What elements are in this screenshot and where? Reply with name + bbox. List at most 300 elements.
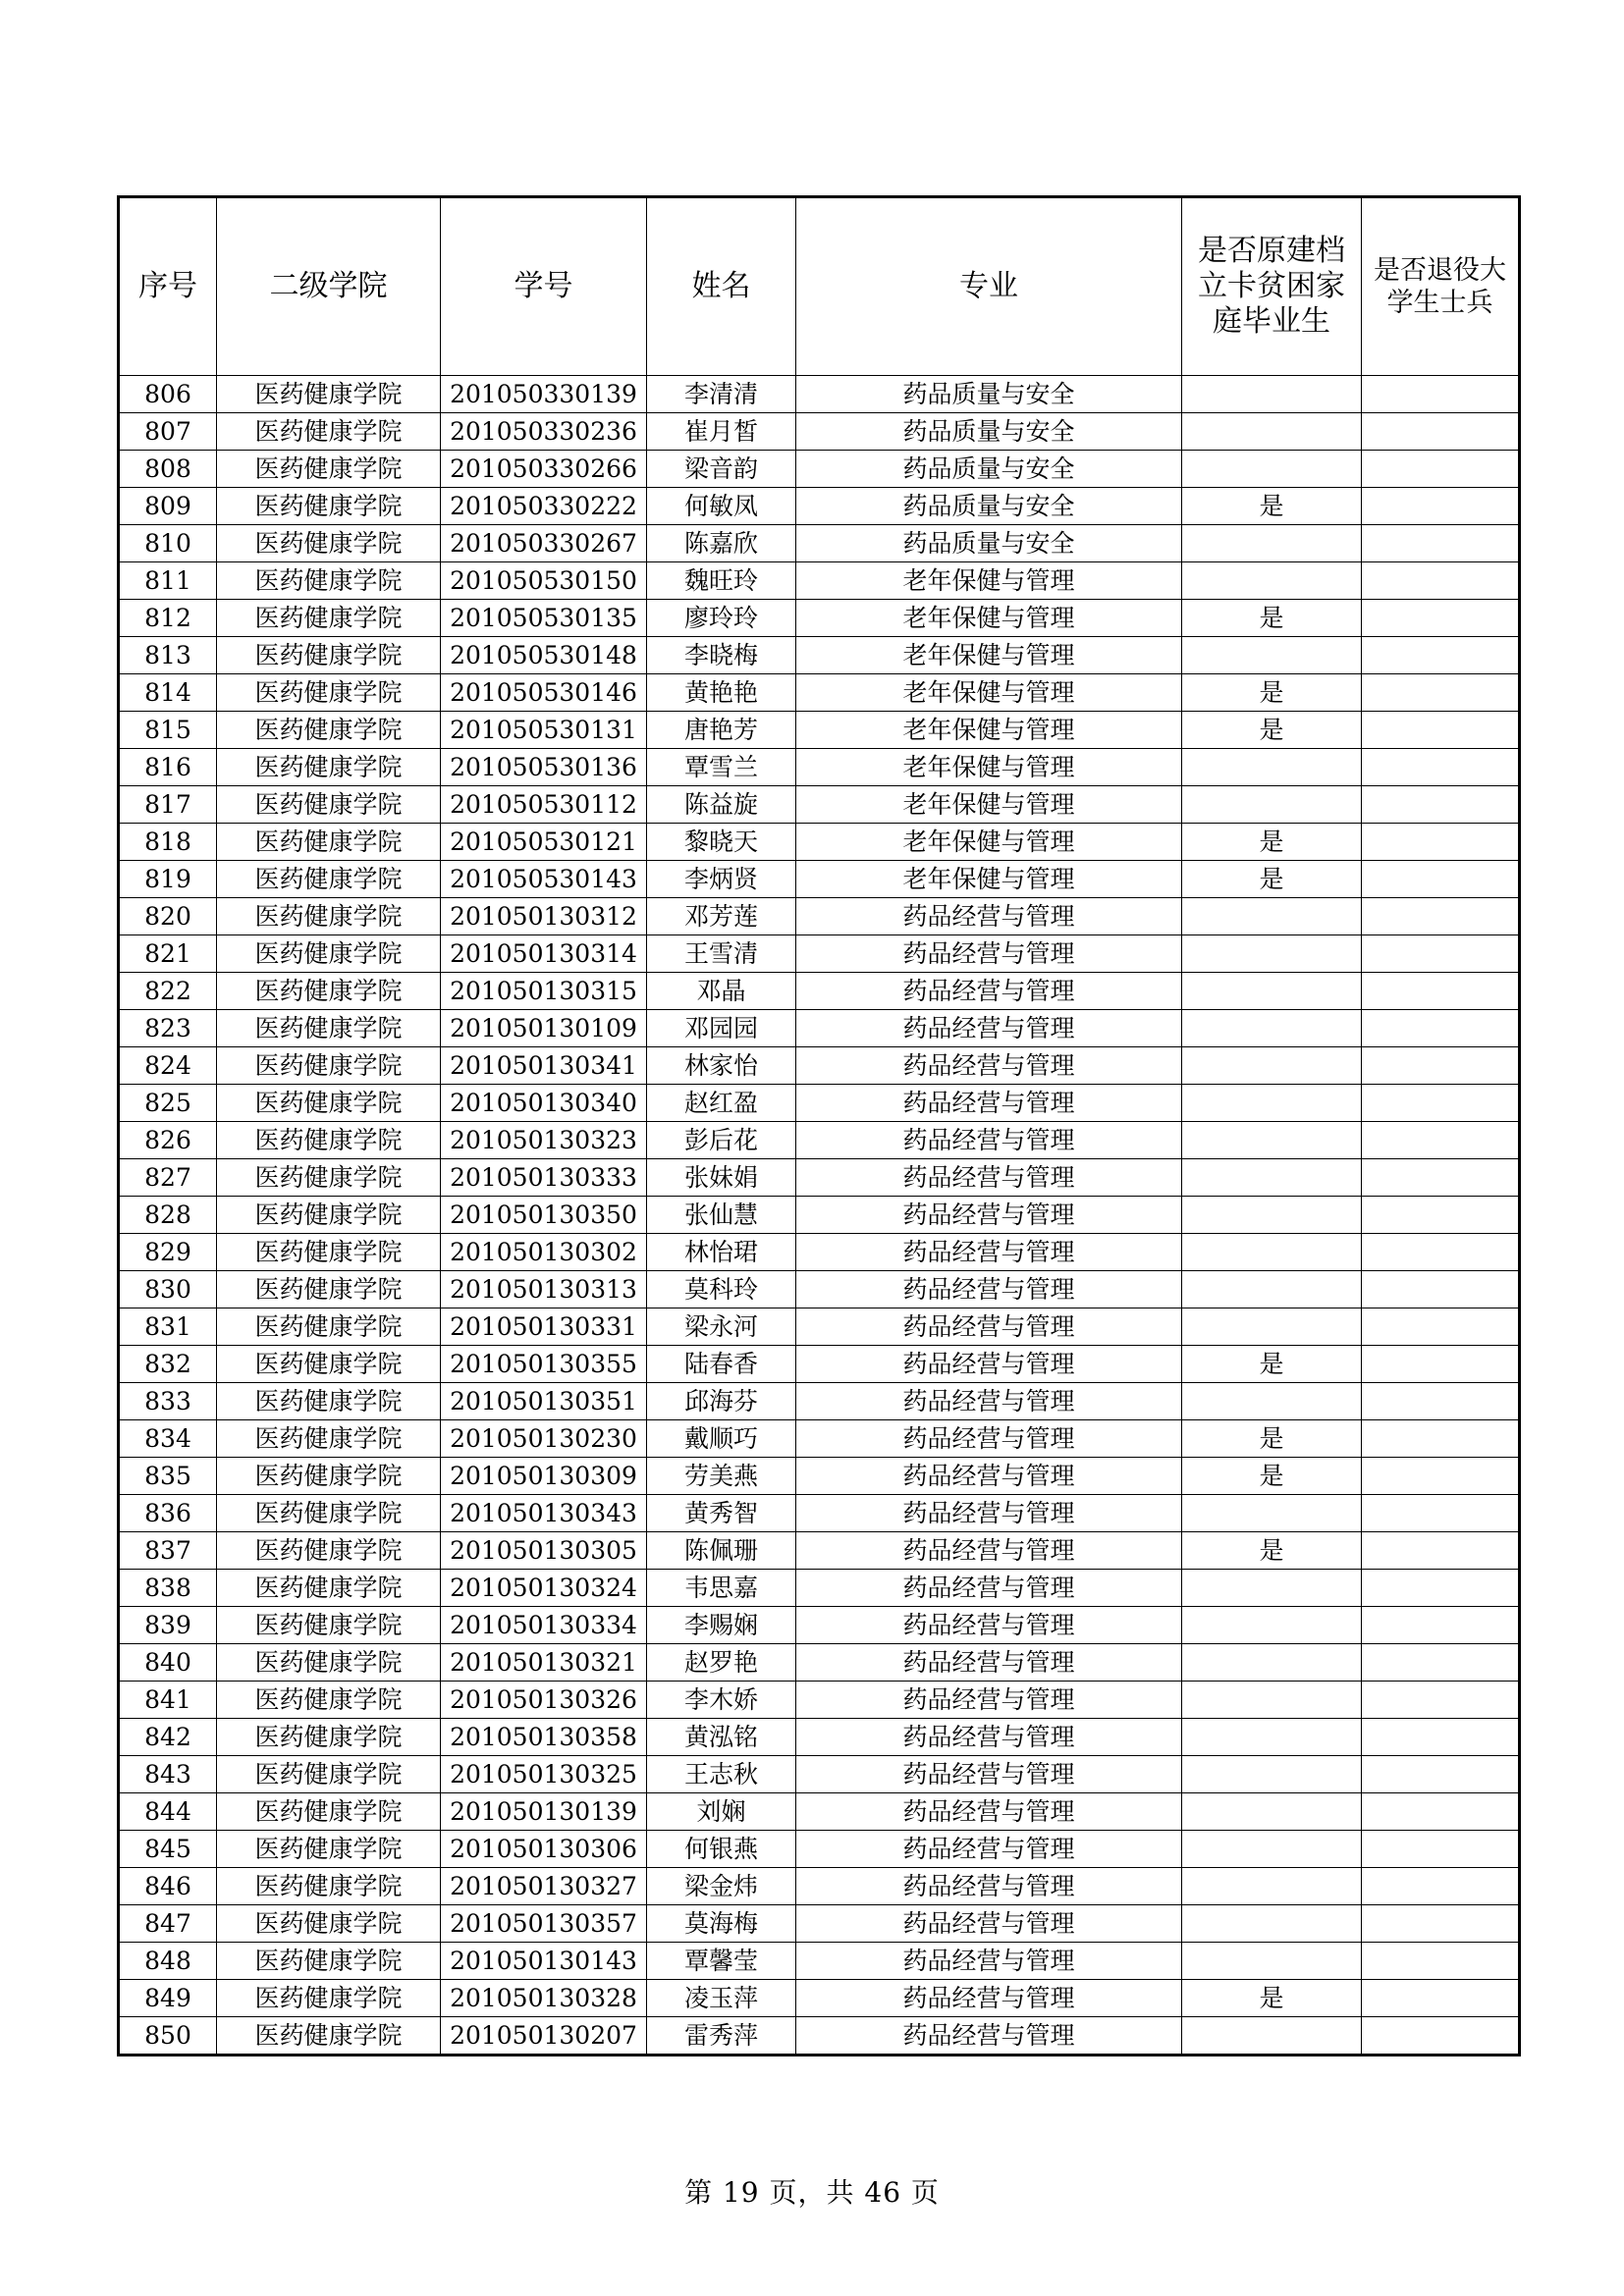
cell-seq: 817 — [119, 786, 217, 824]
cell-seq: 810 — [119, 525, 217, 562]
cell-student-id: 201050530150 — [441, 562, 647, 600]
cell-seq: 832 — [119, 1346, 217, 1383]
table-row — [119, 1607, 1520, 1644]
cell-college: 医药健康学院 — [217, 1644, 441, 1682]
cell-major: 药品经营与管理 — [796, 1458, 1182, 1495]
cell-poverty — [1182, 1607, 1362, 1644]
cell-name: 彭后花 — [647, 1122, 796, 1159]
cell-veteran — [1362, 2017, 1520, 2056]
cell-college: 医药健康学院 — [217, 712, 441, 749]
cell-name: 邓园园 — [647, 1010, 796, 1047]
table-row — [119, 1308, 1520, 1346]
cell-seq: 807 — [119, 413, 217, 451]
table-row — [119, 1383, 1520, 1420]
table-row — [119, 1346, 1520, 1383]
cell-college: 医药健康学院 — [217, 1495, 441, 1532]
header-veteran: 是否退役大学生士兵 — [1362, 197, 1520, 376]
cell-seq: 822 — [119, 973, 217, 1010]
cell-college: 医药健康学院 — [217, 637, 441, 674]
cell-seq: 849 — [119, 1980, 217, 2017]
cell-veteran — [1362, 488, 1520, 525]
cell-veteran — [1362, 674, 1520, 712]
cell-poverty: 是 — [1182, 1532, 1362, 1570]
cell-poverty: 是 — [1182, 600, 1362, 637]
table-row — [119, 1122, 1520, 1159]
cell-seq: 811 — [119, 562, 217, 600]
cell-poverty — [1182, 1383, 1362, 1420]
cell-poverty — [1182, 1010, 1362, 1047]
cell-name: 梁金炜 — [647, 1868, 796, 1905]
cell-name: 陈佩珊 — [647, 1532, 796, 1570]
cell-veteran — [1362, 1607, 1520, 1644]
cell-student-id: 201050330267 — [441, 525, 647, 562]
cell-poverty — [1182, 749, 1362, 786]
cell-major: 药品经营与管理 — [796, 1047, 1182, 1085]
cell-major: 老年保健与管理 — [796, 562, 1182, 600]
cell-veteran — [1362, 1868, 1520, 1905]
cell-major: 药品经营与管理 — [796, 1644, 1182, 1682]
cell-major: 药品经营与管理 — [796, 1234, 1182, 1271]
cell-college: 医药健康学院 — [217, 1197, 441, 1234]
cell-major: 老年保健与管理 — [796, 637, 1182, 674]
cell-name: 林怡珺 — [647, 1234, 796, 1271]
cell-college: 医药健康学院 — [217, 786, 441, 824]
table-row — [119, 1047, 1520, 1085]
page-number: 第 19 页，共 46 页 — [684, 2176, 940, 2209]
cell-college: 医药健康学院 — [217, 2017, 441, 2056]
cell-name: 廖玲玲 — [647, 600, 796, 637]
cell-major: 药品经营与管理 — [796, 1905, 1182, 1943]
cell-veteran — [1362, 935, 1520, 973]
cell-student-id: 201050530148 — [441, 637, 647, 674]
cell-poverty: 是 — [1182, 712, 1362, 749]
cell-student-id: 201050130334 — [441, 1607, 647, 1644]
cell-major: 药品经营与管理 — [796, 1085, 1182, 1122]
cell-major: 药品经营与管理 — [796, 1868, 1182, 1905]
cell-major: 药品经营与管理 — [796, 1719, 1182, 1756]
table-row — [119, 749, 1520, 786]
table-row — [119, 1159, 1520, 1197]
cell-veteran — [1362, 1383, 1520, 1420]
cell-veteran — [1362, 1905, 1520, 1943]
cell-poverty — [1182, 1682, 1362, 1719]
cell-student-id: 201050330139 — [441, 376, 647, 413]
cell-poverty — [1182, 1197, 1362, 1234]
cell-seq: 836 — [119, 1495, 217, 1532]
cell-seq: 829 — [119, 1234, 217, 1271]
cell-student-id: 201050130355 — [441, 1346, 647, 1383]
cell-seq: 806 — [119, 376, 217, 413]
cell-student-id: 201050130333 — [441, 1159, 647, 1197]
cell-veteran — [1362, 749, 1520, 786]
cell-poverty: 是 — [1182, 488, 1362, 525]
cell-college: 医药健康学院 — [217, 1682, 441, 1719]
cell-name: 唐艳芳 — [647, 712, 796, 749]
cell-major: 药品经营与管理 — [796, 1197, 1182, 1234]
cell-seq: 812 — [119, 600, 217, 637]
cell-student-id: 201050130143 — [441, 1943, 647, 1980]
cell-seq: 821 — [119, 935, 217, 973]
cell-name: 刘娴 — [647, 1793, 796, 1831]
cell-poverty — [1182, 1943, 1362, 1980]
cell-student-id: 201050530143 — [441, 861, 647, 898]
cell-seq: 839 — [119, 1607, 217, 1644]
cell-name: 覃馨莹 — [647, 1943, 796, 1980]
cell-student-id: 201050530112 — [441, 786, 647, 824]
cell-poverty — [1182, 1868, 1362, 1905]
cell-student-id: 201050530131 — [441, 712, 647, 749]
cell-veteran — [1362, 562, 1520, 600]
cell-student-id: 201050130325 — [441, 1756, 647, 1793]
cell-major: 药品经营与管理 — [796, 1122, 1182, 1159]
cell-name: 李木娇 — [647, 1682, 796, 1719]
cell-student-id: 201050130305 — [441, 1532, 647, 1570]
cell-student-id: 201050130207 — [441, 2017, 647, 2056]
table-row — [119, 1943, 1520, 1980]
table-row — [119, 824, 1520, 861]
cell-student-id: 201050130302 — [441, 1234, 647, 1271]
cell-college: 医药健康学院 — [217, 1383, 441, 1420]
cell-seq: 844 — [119, 1793, 217, 1831]
cell-seq: 809 — [119, 488, 217, 525]
cell-college: 医药健康学院 — [217, 525, 441, 562]
cell-poverty: 是 — [1182, 824, 1362, 861]
cell-seq: 808 — [119, 451, 217, 488]
table-row — [119, 1905, 1520, 1943]
cell-college: 医药健康学院 — [217, 1532, 441, 1570]
cell-student-id: 201050130327 — [441, 1868, 647, 1905]
cell-veteran — [1362, 1458, 1520, 1495]
table-row — [119, 1085, 1520, 1122]
cell-poverty — [1182, 1122, 1362, 1159]
cell-veteran — [1362, 1532, 1520, 1570]
cell-poverty — [1182, 1570, 1362, 1607]
table-row — [119, 1010, 1520, 1047]
cell-major: 药品经营与管理 — [796, 2017, 1182, 2056]
cell-college: 医药健康学院 — [217, 1085, 441, 1122]
cell-veteran — [1362, 1197, 1520, 1234]
table-row — [119, 1682, 1520, 1719]
table-row — [119, 525, 1520, 562]
cell-student-id: 201050130323 — [441, 1122, 647, 1159]
cell-seq: 815 — [119, 712, 217, 749]
cell-college: 医药健康学院 — [217, 1308, 441, 1346]
cell-major: 药品经营与管理 — [796, 1532, 1182, 1570]
table-row — [119, 1756, 1520, 1793]
cell-student-id: 201050130309 — [441, 1458, 647, 1495]
cell-name: 林家怡 — [647, 1047, 796, 1085]
cell-college: 医药健康学院 — [217, 1756, 441, 1793]
cell-veteran — [1362, 824, 1520, 861]
cell-seq: 830 — [119, 1271, 217, 1308]
cell-poverty: 是 — [1182, 1420, 1362, 1458]
cell-major: 药品经营与管理 — [796, 1756, 1182, 1793]
cell-name: 崔月皙 — [647, 413, 796, 451]
cell-college: 医药健康学院 — [217, 562, 441, 600]
cell-veteran — [1362, 413, 1520, 451]
cell-major: 药品经营与管理 — [796, 1271, 1182, 1308]
cell-veteran — [1362, 1831, 1520, 1868]
cell-veteran — [1362, 786, 1520, 824]
cell-seq: 837 — [119, 1532, 217, 1570]
cell-student-id: 201050130312 — [441, 898, 647, 935]
cell-veteran — [1362, 600, 1520, 637]
cell-student-id: 201050130315 — [441, 973, 647, 1010]
table-row — [119, 2017, 1520, 2056]
cell-veteran — [1362, 1346, 1520, 1383]
cell-veteran — [1362, 1010, 1520, 1047]
cell-name: 何银燕 — [647, 1831, 796, 1868]
cell-major: 药品经营与管理 — [796, 1980, 1182, 2017]
cell-name: 邱海芬 — [647, 1383, 796, 1420]
cell-major: 药品质量与安全 — [796, 488, 1182, 525]
cell-college: 医药健康学院 — [217, 1047, 441, 1085]
table-row — [119, 1831, 1520, 1868]
table-row — [119, 898, 1520, 935]
cell-poverty — [1182, 786, 1362, 824]
table-row — [119, 451, 1520, 488]
table-row — [119, 600, 1520, 637]
table-row — [119, 1644, 1520, 1682]
cell-name: 黄艳艳 — [647, 674, 796, 712]
cell-student-id: 201050130139 — [441, 1793, 647, 1831]
cell-major: 药品经营与管理 — [796, 1793, 1182, 1831]
cell-college: 医药健康学院 — [217, 1980, 441, 2017]
cell-poverty — [1182, 898, 1362, 935]
table-header — [119, 197, 1520, 376]
cell-seq: 820 — [119, 898, 217, 935]
cell-poverty — [1182, 376, 1362, 413]
cell-college: 医药健康学院 — [217, 898, 441, 935]
header-seq: 序号 — [119, 197, 217, 376]
header-major: 专业 — [796, 197, 1182, 376]
cell-seq: 850 — [119, 2017, 217, 2056]
table-row — [119, 562, 1520, 600]
cell-name: 李清清 — [647, 376, 796, 413]
cell-college: 医药健康学院 — [217, 376, 441, 413]
cell-poverty — [1182, 451, 1362, 488]
cell-name: 魏旺玲 — [647, 562, 796, 600]
cell-seq: 842 — [119, 1719, 217, 1756]
table-row — [119, 786, 1520, 824]
cell-college: 医药健康学院 — [217, 749, 441, 786]
cell-poverty — [1182, 525, 1362, 562]
cell-name: 邓晶 — [647, 973, 796, 1010]
cell-veteran — [1362, 1570, 1520, 1607]
table-row — [119, 973, 1520, 1010]
cell-major: 老年保健与管理 — [796, 600, 1182, 637]
table-row — [119, 1271, 1520, 1308]
cell-poverty — [1182, 1085, 1362, 1122]
header-student-id: 学号 — [441, 197, 647, 376]
cell-student-id: 201050130324 — [441, 1570, 647, 1607]
cell-poverty: 是 — [1182, 1458, 1362, 1495]
cell-veteran — [1362, 637, 1520, 674]
cell-poverty — [1182, 1831, 1362, 1868]
cell-student-id: 201050130351 — [441, 1383, 647, 1420]
cell-college: 医药健康学院 — [217, 1793, 441, 1831]
header-college: 二级学院 — [217, 197, 441, 376]
table-row — [119, 1197, 1520, 1234]
cell-veteran — [1362, 712, 1520, 749]
cell-major: 药品经营与管理 — [796, 1570, 1182, 1607]
table-row — [119, 861, 1520, 898]
cell-seq: 825 — [119, 1085, 217, 1122]
table-row — [119, 376, 1520, 413]
cell-name: 黄泓铭 — [647, 1719, 796, 1756]
cell-college: 医药健康学院 — [217, 1719, 441, 1756]
cell-student-id: 201050130321 — [441, 1644, 647, 1682]
cell-student-id: 201050330266 — [441, 451, 647, 488]
table-row — [119, 1570, 1520, 1607]
cell-veteran — [1362, 451, 1520, 488]
cell-name: 陈益旋 — [647, 786, 796, 824]
cell-poverty — [1182, 1308, 1362, 1346]
cell-major: 药品经营与管理 — [796, 935, 1182, 973]
cell-veteran — [1362, 1644, 1520, 1682]
cell-poverty — [1182, 1719, 1362, 1756]
cell-name: 梁永河 — [647, 1308, 796, 1346]
cell-name: 戴顺巧 — [647, 1420, 796, 1458]
cell-poverty: 是 — [1182, 1346, 1362, 1383]
cell-veteran — [1362, 1980, 1520, 2017]
cell-seq: 826 — [119, 1122, 217, 1159]
cell-major: 药品经营与管理 — [796, 1607, 1182, 1644]
cell-college: 医药健康学院 — [217, 1420, 441, 1458]
cell-major: 药品经营与管理 — [796, 1308, 1182, 1346]
cell-name: 张仙慧 — [647, 1197, 796, 1234]
cell-name: 张妹娟 — [647, 1159, 796, 1197]
cell-major: 药品经营与管理 — [796, 1682, 1182, 1719]
cell-seq: 828 — [119, 1197, 217, 1234]
cell-seq: 818 — [119, 824, 217, 861]
cell-student-id: 201050130314 — [441, 935, 647, 973]
cell-major: 药品经营与管理 — [796, 898, 1182, 935]
cell-poverty — [1182, 637, 1362, 674]
cell-name: 李晓梅 — [647, 637, 796, 674]
cell-seq: 835 — [119, 1458, 217, 1495]
cell-poverty — [1182, 973, 1362, 1010]
table-row — [119, 1868, 1520, 1905]
cell-seq: 847 — [119, 1905, 217, 1943]
cell-college: 医药健康学院 — [217, 1234, 441, 1271]
cell-student-id: 201050130326 — [441, 1682, 647, 1719]
table-row — [119, 1719, 1520, 1756]
cell-poverty — [1182, 1644, 1362, 1682]
cell-veteran — [1362, 1159, 1520, 1197]
cell-major: 老年保健与管理 — [796, 824, 1182, 861]
cell-student-id: 201050330236 — [441, 413, 647, 451]
cell-student-id: 201050130230 — [441, 1420, 647, 1458]
cell-poverty — [1182, 1905, 1362, 1943]
cell-veteran — [1362, 1122, 1520, 1159]
cell-name: 陈嘉欣 — [647, 525, 796, 562]
cell-student-id: 201050130357 — [441, 1905, 647, 1943]
cell-seq: 824 — [119, 1047, 217, 1085]
cell-name: 莫科玲 — [647, 1271, 796, 1308]
cell-seq: 838 — [119, 1570, 217, 1607]
cell-veteran — [1362, 1682, 1520, 1719]
cell-major: 药品经营与管理 — [796, 1346, 1182, 1383]
cell-major: 药品经营与管理 — [796, 1383, 1182, 1420]
cell-name: 陆春香 — [647, 1346, 796, 1383]
cell-major: 药品质量与安全 — [796, 376, 1182, 413]
cell-college: 医药健康学院 — [217, 1607, 441, 1644]
cell-name: 韦思嘉 — [647, 1570, 796, 1607]
cell-college: 医药健康学院 — [217, 1905, 441, 1943]
table-row — [119, 1980, 1520, 2017]
cell-seq: 845 — [119, 1831, 217, 1868]
cell-veteran — [1362, 376, 1520, 413]
cell-veteran — [1362, 973, 1520, 1010]
cell-college: 医药健康学院 — [217, 1346, 441, 1383]
cell-seq: 816 — [119, 749, 217, 786]
cell-college: 医药健康学院 — [217, 451, 441, 488]
cell-student-id: 201050130340 — [441, 1085, 647, 1122]
cell-major: 药品经营与管理 — [796, 1831, 1182, 1868]
cell-seq: 823 — [119, 1010, 217, 1047]
cell-student-id: 201050130341 — [441, 1047, 647, 1085]
cell-veteran — [1362, 525, 1520, 562]
cell-major: 药品质量与安全 — [796, 451, 1182, 488]
table-row — [119, 637, 1520, 674]
cell-name: 李炳贤 — [647, 861, 796, 898]
cell-college: 医药健康学院 — [217, 1943, 441, 1980]
table-row — [119, 1495, 1520, 1532]
cell-college: 医药健康学院 — [217, 600, 441, 637]
cell-college: 医药健康学院 — [217, 935, 441, 973]
cell-seq: 819 — [119, 861, 217, 898]
table-row — [119, 935, 1520, 973]
cell-poverty — [1182, 1159, 1362, 1197]
table-row — [119, 1458, 1520, 1495]
cell-college: 医药健康学院 — [217, 1831, 441, 1868]
cell-seq: 843 — [119, 1756, 217, 1793]
cell-major: 老年保健与管理 — [796, 749, 1182, 786]
cell-college: 医药健康学院 — [217, 1458, 441, 1495]
graduate-list-table — [117, 195, 1521, 2056]
cell-veteran — [1362, 1495, 1520, 1532]
cell-college: 医药健康学院 — [217, 1868, 441, 1905]
cell-veteran — [1362, 1756, 1520, 1793]
cell-name: 何敏凤 — [647, 488, 796, 525]
cell-name: 劳美燕 — [647, 1458, 796, 1495]
cell-major: 老年保健与管理 — [796, 861, 1182, 898]
cell-name: 覃雪兰 — [647, 749, 796, 786]
cell-college: 医药健康学院 — [217, 674, 441, 712]
cell-name: 莫海梅 — [647, 1905, 796, 1943]
cell-student-id: 201050530135 — [441, 600, 647, 637]
cell-veteran — [1362, 1308, 1520, 1346]
table-row — [119, 712, 1520, 749]
cell-student-id: 201050130306 — [441, 1831, 647, 1868]
table-row — [119, 1420, 1520, 1458]
cell-veteran — [1362, 1047, 1520, 1085]
cell-student-id: 201050130350 — [441, 1197, 647, 1234]
cell-college: 医药健康学院 — [217, 1010, 441, 1047]
cell-veteran — [1362, 1234, 1520, 1271]
cell-name: 赵红盈 — [647, 1085, 796, 1122]
cell-student-id: 201050530136 — [441, 749, 647, 786]
cell-poverty — [1182, 1756, 1362, 1793]
cell-seq: 848 — [119, 1943, 217, 1980]
table-row — [119, 1532, 1520, 1570]
cell-seq: 814 — [119, 674, 217, 712]
cell-name: 凌玉萍 — [647, 1980, 796, 2017]
cell-name: 雷秀萍 — [647, 2017, 796, 2056]
cell-veteran — [1362, 898, 1520, 935]
cell-major: 药品经营与管理 — [796, 973, 1182, 1010]
